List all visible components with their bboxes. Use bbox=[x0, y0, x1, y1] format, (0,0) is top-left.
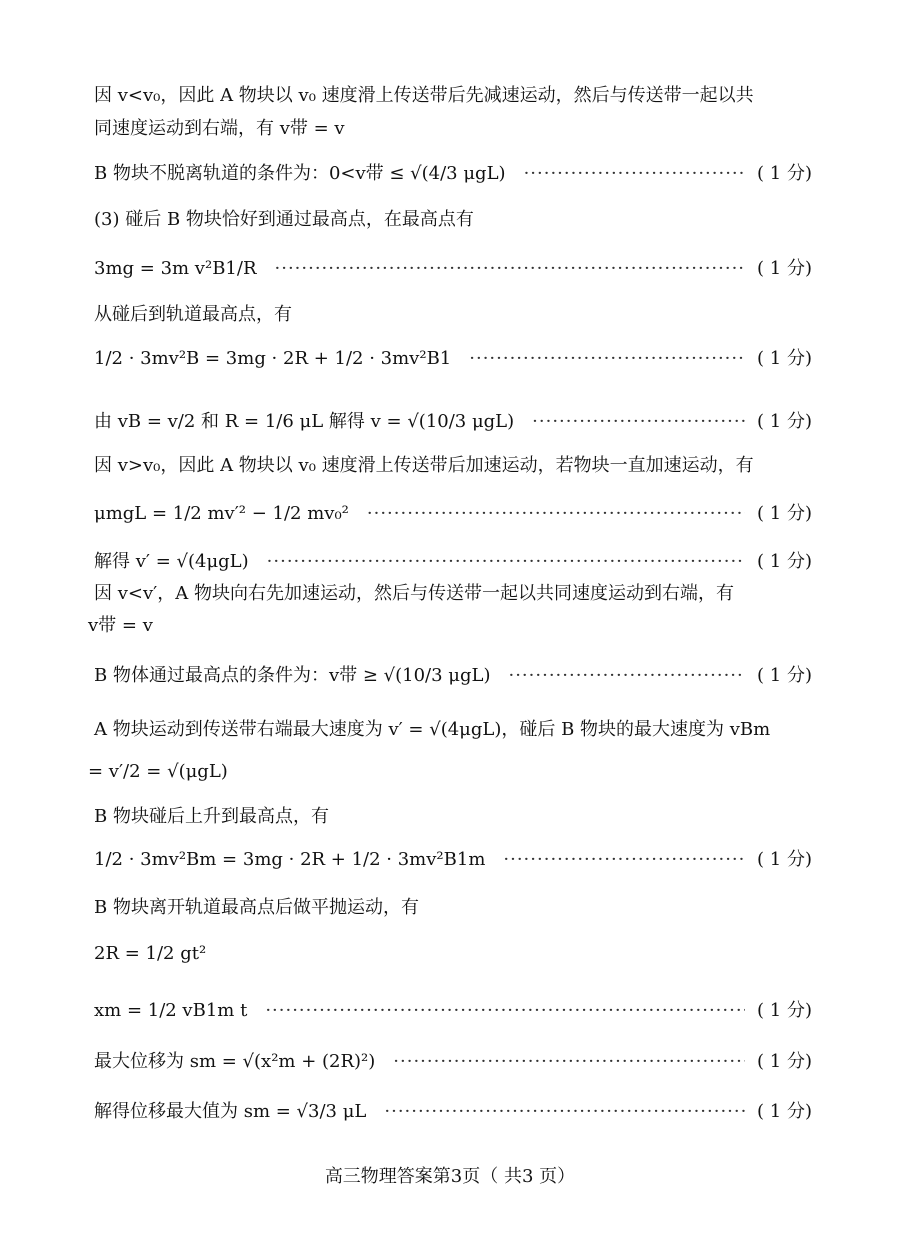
line-13-text: v带 = v bbox=[88, 615, 153, 636]
line-21-text: xm = 1/2 vB1m t bbox=[94, 1000, 248, 1021]
text-line-5 bbox=[94, 255, 812, 283]
line-3-text: B 物块不脱离轨道的条件为：0<v带 ≤ √(4/3 μgL) bbox=[94, 163, 506, 184]
dot-leader bbox=[469, 345, 745, 373]
score-label: ( 1 分) bbox=[757, 1000, 812, 1021]
text-line-4 bbox=[94, 206, 812, 234]
text-line-21 bbox=[94, 997, 812, 1025]
text-line-6 bbox=[94, 301, 812, 329]
text-line-22 bbox=[94, 1048, 812, 1076]
line-19-text: B 物块离开轨道最高点后做平抛运动，有 bbox=[94, 897, 419, 918]
score-label: ( 1 分) bbox=[757, 1101, 812, 1122]
line-18-text: 1/2 · 3mv²Bm = 3mg · 2R + 1/2 · 3mv²B1m bbox=[94, 849, 486, 870]
score-label: ( 1 分) bbox=[757, 503, 812, 524]
text-line-15 bbox=[94, 716, 812, 744]
score-label: ( 1 分) bbox=[757, 1051, 812, 1072]
dot-leader bbox=[367, 500, 745, 528]
text-line-18 bbox=[94, 846, 812, 874]
text-line-16 bbox=[88, 758, 812, 786]
dot-leader bbox=[393, 1048, 745, 1076]
score-label: ( 1 分) bbox=[757, 551, 812, 572]
line-9-text: 因 v>v₀，因此 A 物块以 v₀ 速度滑上传送带后加速运动，若物块一直加速运动，有 bbox=[94, 455, 754, 476]
line-2-text: 同速度运动到右端，有 v带 = v bbox=[94, 118, 345, 139]
text-line-19 bbox=[94, 894, 812, 922]
text-line-17 bbox=[94, 803, 812, 831]
score-label: ( 1 分) bbox=[757, 411, 812, 432]
score-label: ( 1 分) bbox=[757, 849, 812, 870]
text-line-1 bbox=[94, 82, 812, 110]
line-22-text: 最大位移为 sm = √(x²m + (2R)²) bbox=[94, 1051, 376, 1072]
text-line-2 bbox=[94, 115, 812, 143]
line-16-text: = v′/2 = √(μgL) bbox=[88, 761, 228, 782]
line-11-text: 解得 v′ = √(4μgL) bbox=[94, 551, 249, 572]
line-14-text: B 物体通过最高点的条件为：v带 ≥ √(10/3 μgL) bbox=[94, 665, 491, 686]
text-line-3 bbox=[94, 160, 812, 188]
text-line-12 bbox=[94, 580, 812, 608]
text-line-13 bbox=[88, 612, 812, 640]
dot-leader bbox=[532, 408, 745, 436]
text-line-23 bbox=[94, 1098, 812, 1126]
text-line-9 bbox=[94, 452, 812, 480]
page-footer: 高三物理答案第3页（ 共3 页） bbox=[324, 1166, 576, 1187]
dot-leader bbox=[265, 997, 745, 1025]
dot-leader bbox=[384, 1098, 745, 1126]
line-12-text: 因 v<v′，A 物块向右先加速运动，然后与传送带一起以共同速度运动到右端，有 bbox=[94, 583, 734, 604]
score-label: ( 1 分) bbox=[757, 348, 812, 369]
line-23-text: 解得位移最大值为 sm = √3/3 μL bbox=[94, 1101, 367, 1122]
line-4-text: (3) 碰后 B 物块恰好到通过最高点，在最高点有 bbox=[94, 209, 474, 230]
score-label: ( 1 分) bbox=[757, 163, 812, 184]
line-7-text: 1/2 · 3mv²B = 3mg · 2R + 1/2 · 3mv²B1 bbox=[94, 348, 452, 369]
line-1-text: 因 v<v₀，因此 A 物块以 v₀ 速度滑上传送带后先减速运动，然后与传送带一起以共 bbox=[94, 85, 754, 106]
dot-leader bbox=[524, 160, 745, 188]
text-line-8 bbox=[94, 408, 812, 436]
line-17-text: B 物块碰后上升到最高点，有 bbox=[94, 806, 329, 827]
text-line-20 bbox=[94, 940, 812, 968]
score-label: ( 1 分) bbox=[757, 665, 812, 686]
line-5-text: 3mg = 3m v²B1/R bbox=[94, 258, 257, 279]
line-15-text: A 物块运动到传送带右端最大速度为 v′ = √(4μgL)，碰后 B 物块的最大速度为 vBm bbox=[94, 719, 771, 740]
score-label: ( 1 分) bbox=[757, 258, 812, 279]
line-8-text: 由 vB = v/2 和 R = 1/6 μL 解得 v = √(10/3 μgL) bbox=[94, 411, 515, 432]
line-10-text: μmgL = 1/2 mv′² − 1/2 mv₀² bbox=[94, 503, 349, 524]
text-line-10 bbox=[94, 500, 812, 528]
dot-leader bbox=[267, 548, 745, 576]
text-line-7 bbox=[94, 345, 812, 373]
text-line-11 bbox=[94, 548, 812, 576]
text-line-14 bbox=[94, 662, 812, 690]
dot-leader bbox=[508, 662, 745, 690]
line-6-text: 从碰后到轨道最高点，有 bbox=[94, 304, 292, 325]
dot-leader bbox=[503, 846, 745, 874]
line-20-text: 2R = 1/2 gt² bbox=[94, 943, 207, 964]
dot-leader bbox=[275, 255, 746, 283]
